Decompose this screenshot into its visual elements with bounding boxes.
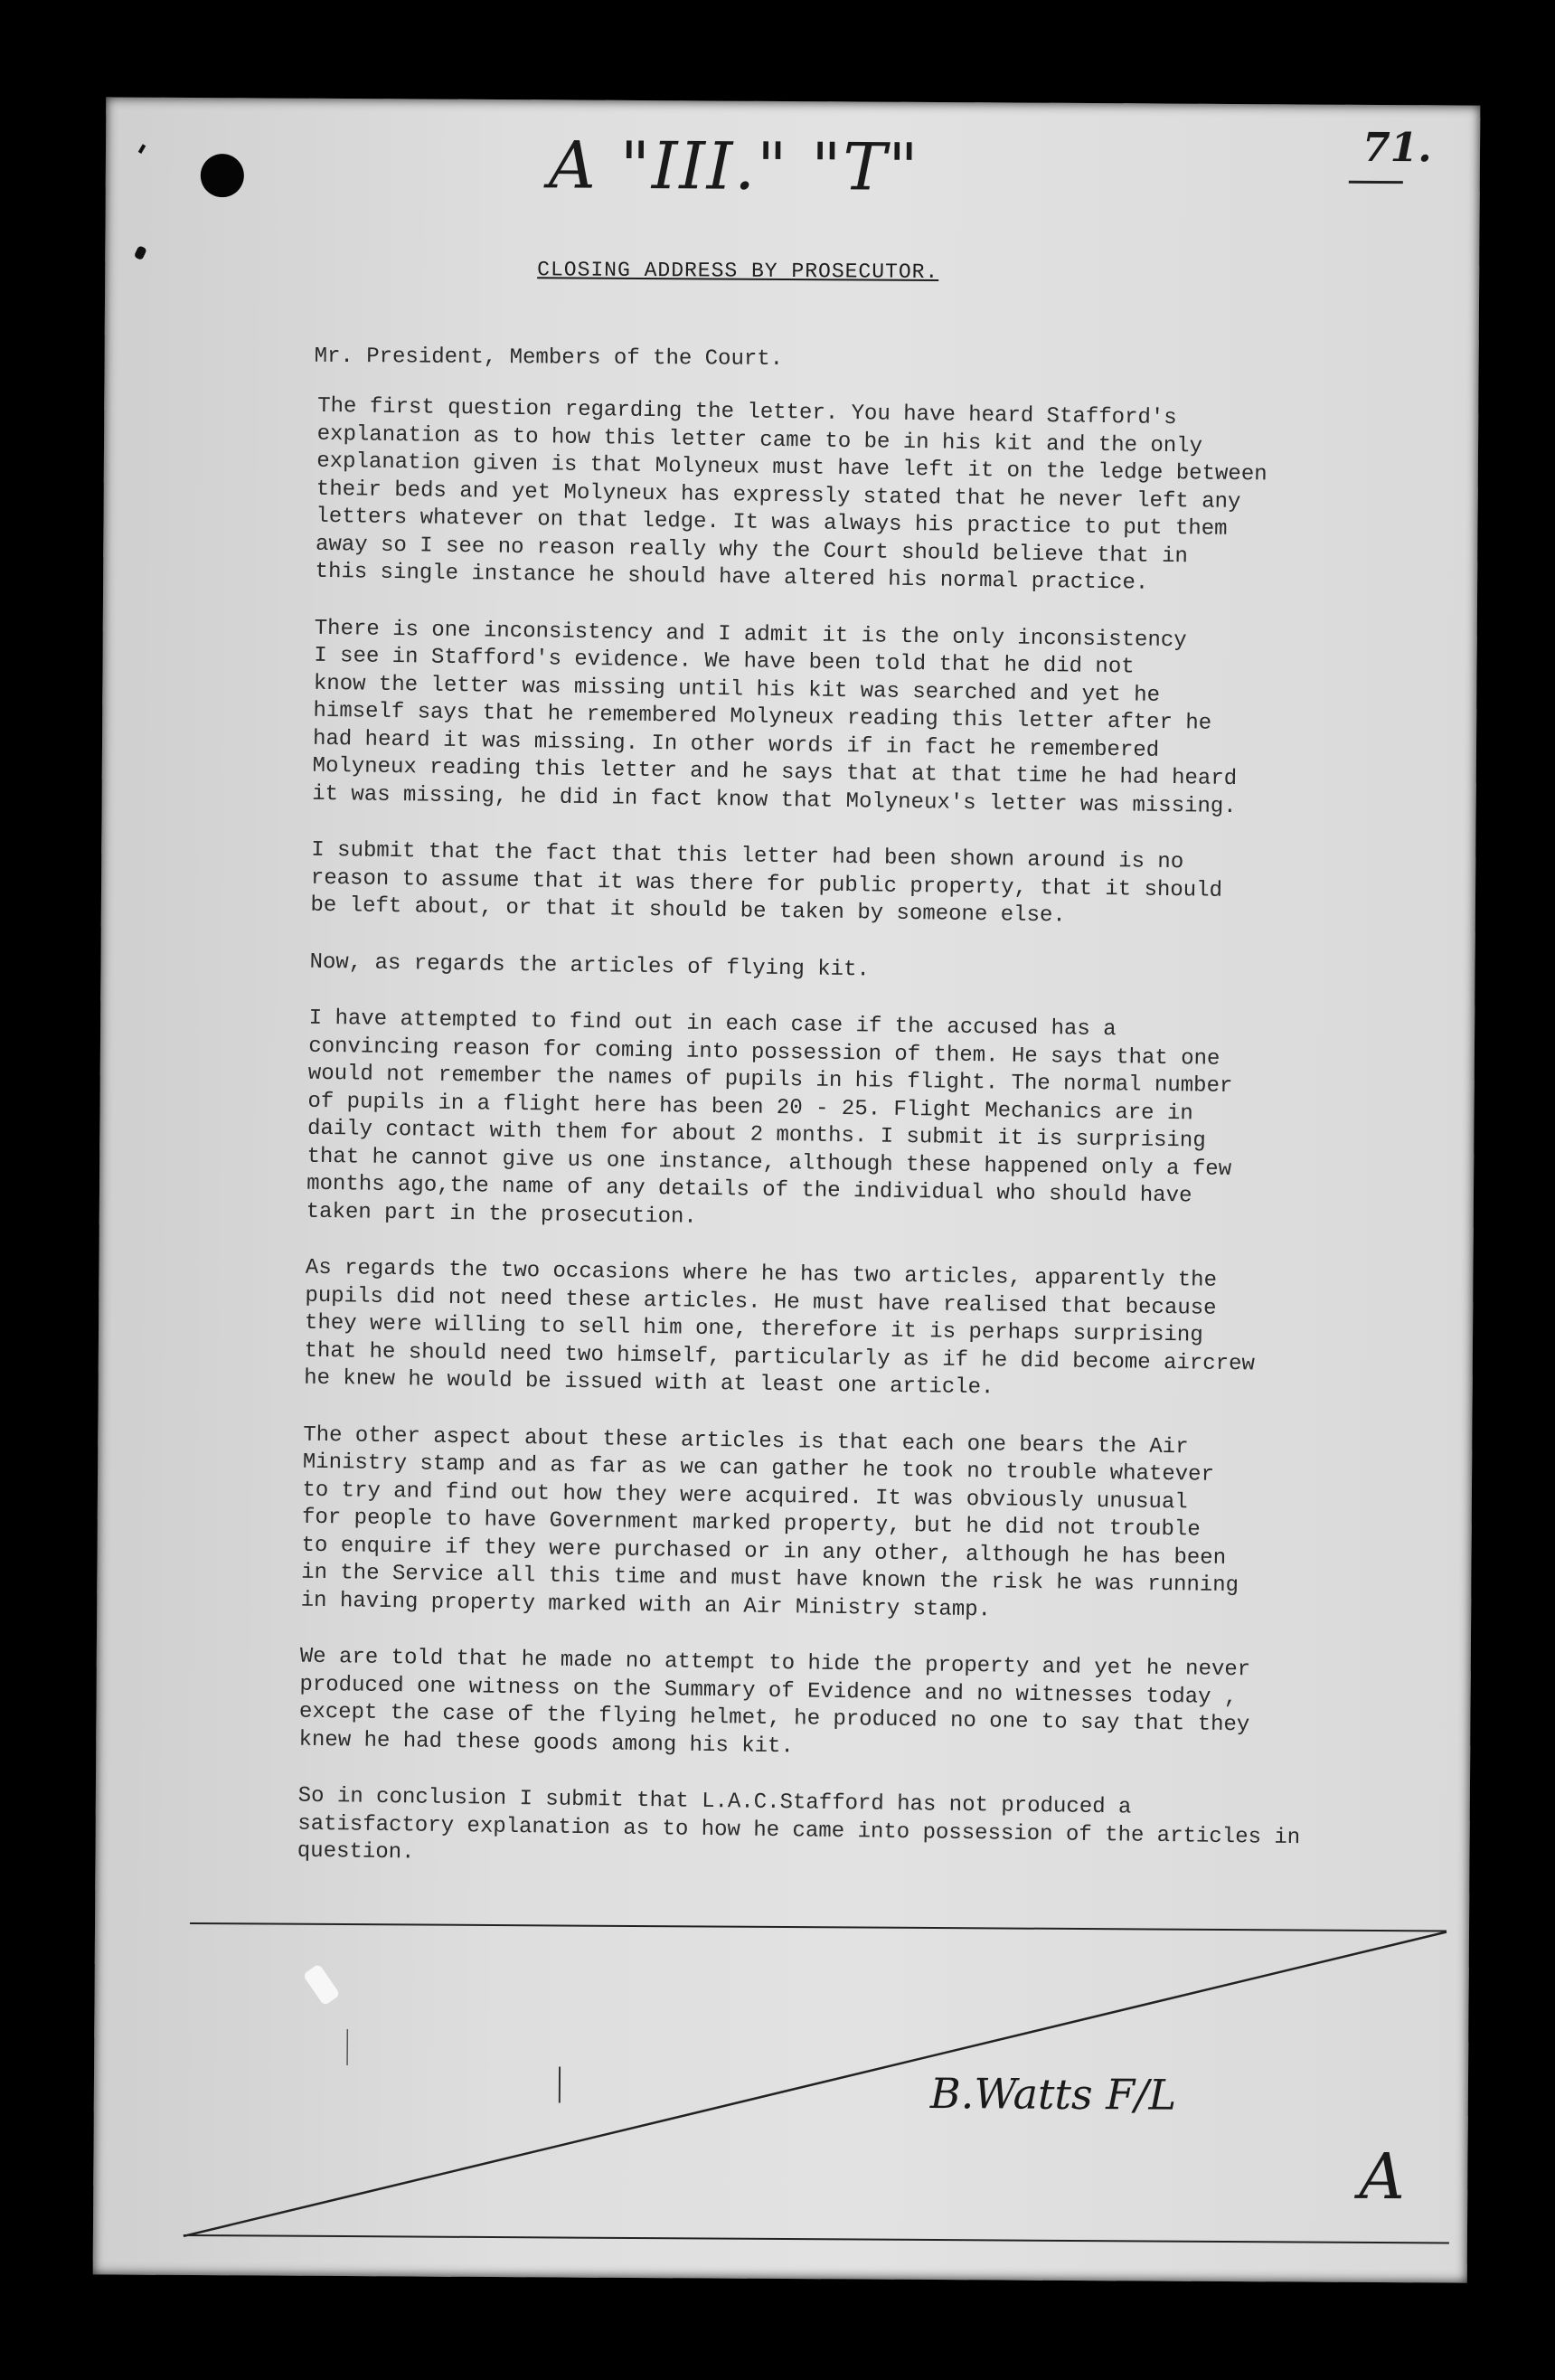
officer-signature: B.Watts F/L xyxy=(929,2068,1177,2120)
handwritten-initials: A xyxy=(1359,2139,1406,2215)
paragraph-two-articles: As regards the two occasions where he has two articles, apparently the pupils did not need these articles. He must have realised that because they were willing to sell him one, therefore it is perhaps surprising that he should need two himself, particularly as if he did become aircrew he knew he would be issued with at least one article. xyxy=(303,1255,1256,1401)
page-title: CLOSING ADDRESS BY PROSECUTOR. xyxy=(537,258,939,285)
paragraph-no-witnesses: We are told that he made no attempt to hide the property and yet he never produced one witness on the Summary of Evidence and no witnesses today , except the case of the flying helmet, he produced no one to say that they knew he had these goods among his kit. xyxy=(298,1644,1251,1759)
paragraph-public-property: I submit that the fact that this letter had been shown around is no reason to assume that it was there for public property, that it should be left about, or that it should be taken by someone else. xyxy=(310,837,1223,929)
document-page xyxy=(93,97,1481,2282)
folio-number: 71. xyxy=(1362,124,1432,172)
paragraph-pupils: I have attempted to find out in each case if the accused has a convincing reason for coming into possession of them. He says that one would not remember the names of pupils in his flight. The normal number of pupils in a flight here has been 20 - 25. Flight Mechanics are in daily contact with them for about 2 months. I submit it is surprising that he cannot give us one instance, although these happened only a few months ago,the name of any details of the individual who should have taken part in the prosecution. xyxy=(306,1006,1233,1230)
paragraph-inconsistency: There is one inconsistency and I admit it is the only inconsistency I see in Stafford's evidence. We have been told that he did not know the letter was missing until his kit was searched and yet he himself says that he remembered Molyneux reading this letter after he had heard it was missing. In other words if in fact he remembered Molyneux reading this letter and he says that at that time he had heard it was missing, he did in fact know that Molyneux's letter was missing. xyxy=(311,616,1238,819)
paragraph-letter-question: The first question regarding the letter. You have heard Stafford's explanation as to how this letter came to be in his kit and the only explanation given is that Molyneux must have left it on the ledge between their beds and yet Molyneux has expressly stated that he never left any letters whatever on that ledge. It was always his practice to put them away so I see no reason really why the Court should believe that in this single instance he should have altered his normal practice. xyxy=(315,393,1268,596)
cancellation-diagonal xyxy=(93,97,1481,2282)
paragraph-air-ministry-stamp: The other aspect about these articles is that each one bears the Air Ministry stamp and as far as we can gather he took no trouble whatever to try and find out how they were acquired. It was obviously unusual for people to have Government marked property, but he did not trouble to enquire if they were purchased or in any other, although he has been in the Service all this time and must have known the risk he was running in having property marked with an Air Ministry stamp. xyxy=(300,1422,1239,1622)
salutation: Mr. President, Members of the Court. xyxy=(314,344,784,372)
paragraph-conclusion: So in conclusion I submit that L.A.C.Stafford has not produced a satisfactory explanation as to how he came into possession of the articles in question. xyxy=(297,1783,1301,1865)
paragraph-flying-kit: Now, as regards the articles of flying kit. xyxy=(309,949,871,982)
handwritten-header-mark: A "III." "T" xyxy=(548,127,920,205)
